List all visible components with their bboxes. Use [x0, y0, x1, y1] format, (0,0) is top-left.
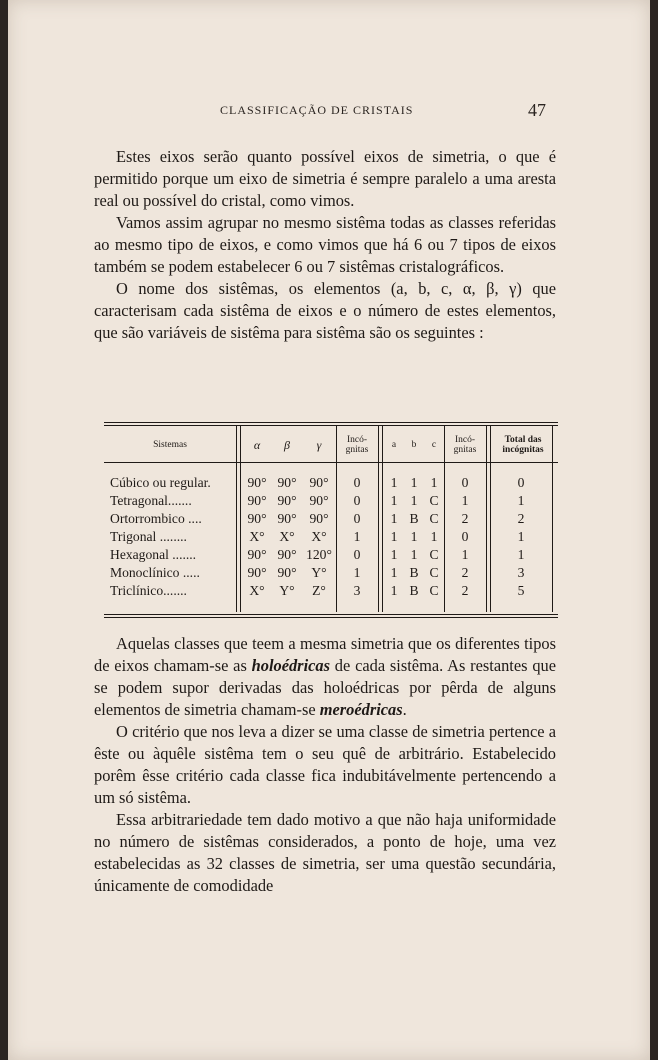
cell-inc1: 0 — [353, 493, 361, 508]
table-row — [104, 582, 558, 599]
cell-a: 1 — [390, 493, 398, 508]
running-head — [8, 100, 650, 124]
term-holoedricas: holoédricas — [251, 656, 330, 675]
cell-c: C — [429, 565, 439, 580]
paragraph-text: . — [402, 700, 407, 719]
cell-a: 1 — [390, 511, 398, 526]
cell-inc1: 0 — [353, 547, 361, 562]
header-alpha: α — [253, 438, 261, 452]
paragraph: Vamos assim agrupar no mesmo sistêma todas as classes referidas ao mesmo tipo de eixos, e como vimos que há 6 ou 7 tipos de eixos também se podem estabelecer 6 ou 7 sistêmas cristalográficos. — [94, 213, 556, 276]
header-incognitas-angles — [336, 428, 378, 462]
cell-beta: 90° — [277, 547, 297, 562]
cell-total: 1 — [517, 493, 525, 508]
cell-alpha: 90° — [247, 511, 267, 526]
page-number: 47 — [528, 100, 546, 120]
cell-beta: 90° — [277, 493, 297, 508]
header-incognitas-line1: Incó- — [346, 435, 368, 445]
header-beta: β — [284, 438, 290, 452]
header-gamma: γ — [316, 438, 322, 452]
cell-total: 1 — [517, 529, 525, 544]
cell-a: 1 — [390, 547, 398, 562]
cell-inc1: 0 — [353, 511, 361, 526]
cell-b: B — [409, 583, 419, 598]
cell-total: 5 — [517, 583, 525, 598]
paragraph-text: de cada sistêma. As restantes que se podem supor derivadas das holoédricas por pêrda de alguns elementos de simetria chamam-se — [94, 656, 556, 719]
cell-sistema: Cúbico ou regular. — [110, 475, 211, 490]
header-incognitas-axes — [444, 428, 486, 462]
paragraph: Essa arbitrariedade tem dado motivo a que não haja uniformidade no número de sistêmas considerados, a ponto de hoje, uma vez estabelecidas as 32 classes de simetria, ser uma questão secundária, únicamente de comodidade — [94, 810, 556, 895]
cell-gamma: 90° — [309, 493, 329, 508]
cell-beta: 90° — [277, 511, 297, 526]
cell-b: B — [409, 511, 419, 526]
cell-total: 1 — [517, 547, 525, 562]
cell-inc2: 1 — [461, 547, 469, 562]
cell-inc1: 0 — [353, 475, 361, 490]
header-incognitas-line2: gnitas — [345, 445, 369, 455]
header-total-line2: incógnitas — [502, 445, 544, 455]
cell-b: 1 — [410, 475, 418, 490]
table-row — [104, 546, 558, 563]
cell-c: C — [429, 583, 439, 598]
cell-a: 1 — [390, 529, 398, 544]
cell-c: C — [429, 511, 439, 526]
cell-alpha: X° — [249, 529, 265, 544]
cell-inc2: 0 — [461, 475, 469, 490]
cell-gamma: Y° — [311, 565, 327, 580]
header-b: b — [411, 440, 417, 450]
body-text-top — [94, 146, 556, 344]
cell-beta: 90° — [277, 565, 297, 580]
cell-sistema: Ortorrombico .... — [110, 511, 202, 526]
table-bottom-rule — [104, 614, 558, 615]
header-c: c — [431, 440, 437, 450]
cell-alpha: 90° — [247, 475, 267, 490]
cell-total: 2 — [517, 511, 525, 526]
cell-inc2: 1 — [461, 493, 469, 508]
cell-gamma: 90° — [309, 475, 329, 490]
cell-gamma: Z° — [312, 583, 326, 598]
table-row — [104, 564, 558, 581]
cell-sistema: Trigonal ........ — [110, 529, 187, 544]
cell-b: B — [409, 565, 419, 580]
table-row — [104, 528, 558, 545]
cell-inc1: 1 — [353, 565, 361, 580]
cell-sistema: Hexagonal ....... — [110, 547, 197, 562]
cell-inc1: 3 — [353, 583, 361, 598]
paragraph: O critério que nos leva a dizer se uma classe de simetria pertence a êste ou àquêle sistêma tem o seu quê de arbitrário. Estabelecido porêm êsse critério cada classe fica indubitávelmente pertencendo a um só sistêma. — [94, 722, 556, 807]
paragraph: Estes eixos serão quanto possível eixos de simetria, o que é permitido porque um eixo de simetria é sempre paralelo a uma aresta real ou possível do cristal, como vimos. — [94, 147, 556, 210]
cell-gamma: 120° — [306, 547, 332, 562]
cell-total: 3 — [517, 565, 525, 580]
header-total-line1: Total das — [504, 435, 542, 445]
cell-beta: X° — [279, 529, 295, 544]
body-text-bottom — [94, 633, 556, 897]
header-incognitas-line2: gnitas — [453, 445, 477, 455]
cell-a: 1 — [390, 475, 398, 490]
table-bottom-rule-inner — [104, 617, 558, 618]
paragraph: O nome dos sistêmas, os elementos (a, b, c, α, β, γ) que caracterisam cada sistêma de eixos e o número de estes elementos, que são variáveis de sistêma para sistêma são os seguintes : — [94, 279, 556, 342]
header-sistemas: Sistemas — [153, 440, 187, 450]
cell-sistema: Triclínico....... — [110, 583, 187, 598]
cell-gamma: X° — [311, 529, 327, 544]
cell-beta: 90° — [277, 475, 297, 490]
cell-alpha: 90° — [247, 493, 267, 508]
cell-c: C — [429, 493, 439, 508]
cell-c: 1 — [430, 475, 438, 490]
cell-inc2: 2 — [461, 565, 469, 580]
header-a: a — [391, 440, 397, 450]
header-incognitas-line1: Incó- — [454, 435, 476, 445]
cell-b: 1 — [410, 547, 418, 562]
term-meroedricas: meroédricas — [319, 700, 403, 719]
table-row — [104, 492, 558, 509]
cell-gamma: 90° — [309, 511, 329, 526]
paragraph — [94, 633, 556, 721]
cell-c: C — [429, 547, 439, 562]
cell-beta: Y° — [279, 583, 295, 598]
cell-sistema: Monoclínico ..... — [110, 565, 200, 580]
book-page — [8, 0, 650, 1060]
cell-alpha: 90° — [247, 547, 267, 562]
cell-total: 0 — [517, 475, 525, 490]
cell-inc2: 2 — [461, 583, 469, 598]
cell-inc2: 0 — [461, 529, 469, 544]
table-top-rule — [104, 422, 558, 423]
cell-a: 1 — [390, 583, 398, 598]
table-row — [104, 510, 558, 527]
header-total — [490, 428, 556, 462]
cell-a: 1 — [390, 565, 398, 580]
cell-alpha: 90° — [247, 565, 267, 580]
crystal-systems-table — [104, 422, 558, 618]
paragraph-text: Aquelas classes que teem a mesma simetria que os diferentes tipos de eixos chamam-se as — [94, 634, 556, 675]
cell-b: 1 — [410, 493, 418, 508]
cell-c: 1 — [430, 529, 438, 544]
cell-b: 1 — [410, 529, 418, 544]
table-row — [104, 474, 558, 491]
running-title: CLASSIFICAÇÃO DE CRISTAIS — [220, 103, 414, 117]
cell-inc1: 1 — [353, 529, 361, 544]
cell-alpha: X° — [249, 583, 265, 598]
cell-inc2: 2 — [461, 511, 469, 526]
cell-sistema: Tetragonal....... — [110, 493, 192, 508]
